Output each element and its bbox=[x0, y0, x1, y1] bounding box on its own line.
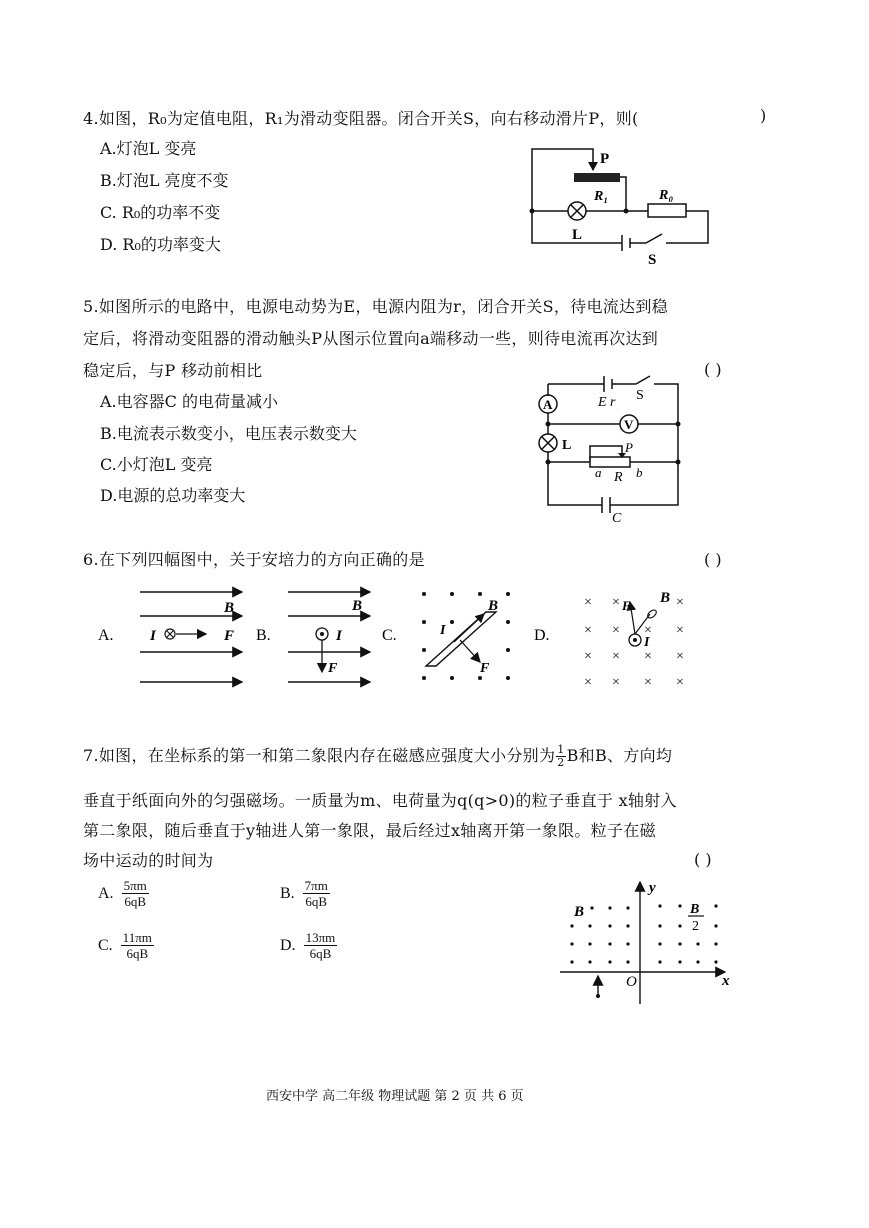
q7-label-b-left: B bbox=[574, 904, 585, 920]
q5-option-c: C.小灯泡L 变亮 bbox=[100, 455, 213, 474]
svg-text:×: × bbox=[676, 623, 684, 638]
q7-half-fraction bbox=[556, 744, 565, 769]
svg-text:×: × bbox=[676, 595, 684, 610]
q6-fig-c-f: F bbox=[480, 661, 490, 676]
q7-option-a bbox=[98, 878, 149, 909]
q7-right-field-dots bbox=[658, 904, 717, 963]
q4-stem: 4.如图，R₀为定值电阻，R₁为滑动变阻器。闭合开关S，向右移动滑片P，则( bbox=[83, 109, 639, 128]
q6-fig-c-i: I bbox=[440, 623, 446, 638]
q6-fig-c-b: B bbox=[488, 598, 499, 614]
q7-option-c-num: 11πm bbox=[122, 930, 152, 945]
q4-rheostat bbox=[574, 173, 620, 182]
svg-text:×: × bbox=[644, 623, 652, 638]
q7-option-c-den: 6qB bbox=[126, 946, 149, 961]
q5-label-p: P bbox=[625, 440, 633, 455]
q7-option-b-letter: B. bbox=[280, 884, 295, 902]
q5-label-l: L bbox=[562, 438, 572, 453]
q7-option-d-den: 6qB bbox=[309, 946, 332, 961]
q5-line-3: 稳定后，与P 移动前相比 bbox=[83, 361, 263, 380]
svg-text:×: × bbox=[644, 649, 652, 664]
q7-label-b-half-num: B bbox=[690, 902, 700, 917]
q7-option-c bbox=[98, 930, 154, 961]
q6-fig-b-b: B bbox=[352, 598, 363, 614]
q7-paren: ( ) bbox=[694, 850, 712, 869]
q6-fig-d-b: B bbox=[660, 590, 671, 606]
q7-label-origin: O bbox=[626, 974, 637, 990]
q4-option-a: A.灯泡L 变亮 bbox=[100, 139, 197, 158]
q6-stem: 6.在下列四幅图中，关于安培力的方向正确的是 bbox=[83, 550, 425, 569]
svg-text:×: × bbox=[612, 623, 620, 638]
svg-text:×: × bbox=[612, 649, 620, 664]
q5-circuit-diagram bbox=[532, 374, 692, 524]
q6-paren: ( ) bbox=[704, 550, 722, 569]
q6-fig-b-label: B. bbox=[256, 627, 271, 644]
q6-fig-a-b: B bbox=[224, 600, 235, 616]
q7-option-d-letter: D. bbox=[280, 936, 296, 954]
svg-text:×: × bbox=[676, 675, 684, 690]
q7-option-c-letter: C. bbox=[98, 936, 113, 954]
q4-label-r1: R₁ bbox=[594, 189, 609, 204]
q5-label-r: R bbox=[614, 470, 623, 485]
svg-text:×: × bbox=[584, 595, 592, 610]
q5-label-voltmeter: V bbox=[624, 417, 634, 432]
q6-figures bbox=[90, 584, 710, 694]
q6-fig-d-crosses bbox=[584, 595, 684, 690]
q7-line-1-b: B和B、方向均 bbox=[566, 746, 673, 765]
q4-circuit-diagram bbox=[520, 140, 720, 270]
q4-label-r0: R₀ bbox=[659, 188, 674, 203]
q4-label-s: S bbox=[648, 252, 657, 268]
q4-label-l: L bbox=[572, 227, 583, 243]
q5-paren: ( ) bbox=[704, 360, 722, 379]
page-footer: 西安中学 高二年级 物理试题 第 2 页 共 6 页 bbox=[266, 1089, 524, 1104]
q5-label-s: S bbox=[636, 388, 644, 403]
svg-text:×: × bbox=[584, 649, 592, 664]
q5-label-b: b bbox=[636, 465, 643, 480]
q4-paren-close: ) bbox=[760, 106, 767, 125]
q7-option-a-letter: A. bbox=[98, 884, 114, 902]
q4-option-c: C. R₀的功率不变 bbox=[100, 203, 221, 222]
q7-option-b-num: 7πm bbox=[304, 878, 328, 893]
svg-text:×: × bbox=[676, 649, 684, 664]
q5-label-c: C bbox=[612, 511, 622, 526]
q5-label-ammeter: A bbox=[543, 397, 553, 412]
svg-text:×: × bbox=[644, 675, 652, 690]
q7-option-b-den: 6qB bbox=[305, 894, 328, 909]
svg-text:×: × bbox=[584, 675, 592, 690]
q5-option-d: D.电源的总功率变大 bbox=[100, 486, 246, 505]
q7-label-y: y bbox=[649, 880, 656, 896]
q6-fig-a-f: F bbox=[224, 628, 235, 644]
q7-option-a-num: 5πm bbox=[123, 878, 147, 893]
q6-fig-d-label: D. bbox=[534, 627, 550, 644]
q5-option-a: A.电容器C 的电荷量减小 bbox=[100, 392, 278, 411]
q5-label-er: E r bbox=[598, 395, 616, 410]
q6-fig-b-f: F bbox=[328, 661, 338, 676]
q5-line-1: 5.如图所示的电路中，电源电动势为E，电源内阻为r，闭合开关S，待电流达到稳 bbox=[83, 297, 668, 316]
q6-fig-d-f: F bbox=[622, 598, 631, 613]
q7-label-x: x bbox=[722, 973, 730, 989]
q7-half-num: 1 bbox=[557, 743, 565, 756]
q7-option-b bbox=[280, 878, 330, 909]
q7-half-den: 2 bbox=[557, 756, 565, 769]
q6-fig-c-label: C. bbox=[382, 627, 397, 644]
svg-text:×: × bbox=[612, 595, 620, 610]
q4-option-b: B.灯泡L 亮度不变 bbox=[100, 171, 229, 190]
q5-option-b: B.电流表示数变小，电压表示数变大 bbox=[100, 424, 357, 443]
q4-label-p: P bbox=[600, 151, 610, 167]
q7-line-4: 场中运动的时间为 bbox=[83, 851, 214, 870]
q7-line-3: 第二象限，随后垂直于y轴进人第一象限，最后经过x轴离开第一象限。粒子在磁 bbox=[83, 821, 656, 840]
q7-line-1 bbox=[83, 743, 672, 769]
svg-text:×: × bbox=[612, 675, 620, 690]
q7-option-d bbox=[280, 930, 337, 961]
q7-option-d-num: 13πm bbox=[305, 930, 336, 945]
q7-line-2: 垂直于纸面向外的匀强磁场。一质量为m、电荷量为q(q>0)的粒子垂直于 x轴射入 bbox=[83, 791, 677, 810]
q6-fig-b-i: I bbox=[336, 628, 342, 644]
q7-line-1-a: 7.如图，在坐标系的第一和第二象限内存在磁感应强度大小分别为 bbox=[83, 746, 556, 765]
q6-fig-d-i: I bbox=[644, 635, 650, 650]
q6-fig-a-i: I bbox=[150, 628, 156, 644]
q4-option-d: D. R₀的功率变大 bbox=[100, 235, 221, 254]
q5-line-2: 定后，将滑动变阻器的滑动触头P从图示位置向a端移动一些，则待电流再次达到 bbox=[83, 329, 659, 348]
q7-option-a-den: 6qB bbox=[124, 894, 146, 909]
q6-fig-a-label: A. bbox=[98, 627, 114, 644]
q7-label-b-half-den: 2 bbox=[692, 919, 699, 934]
q7-coordinate-diagram bbox=[560, 876, 740, 1006]
q5-label-a: a bbox=[595, 465, 602, 480]
svg-text:×: × bbox=[584, 623, 592, 638]
